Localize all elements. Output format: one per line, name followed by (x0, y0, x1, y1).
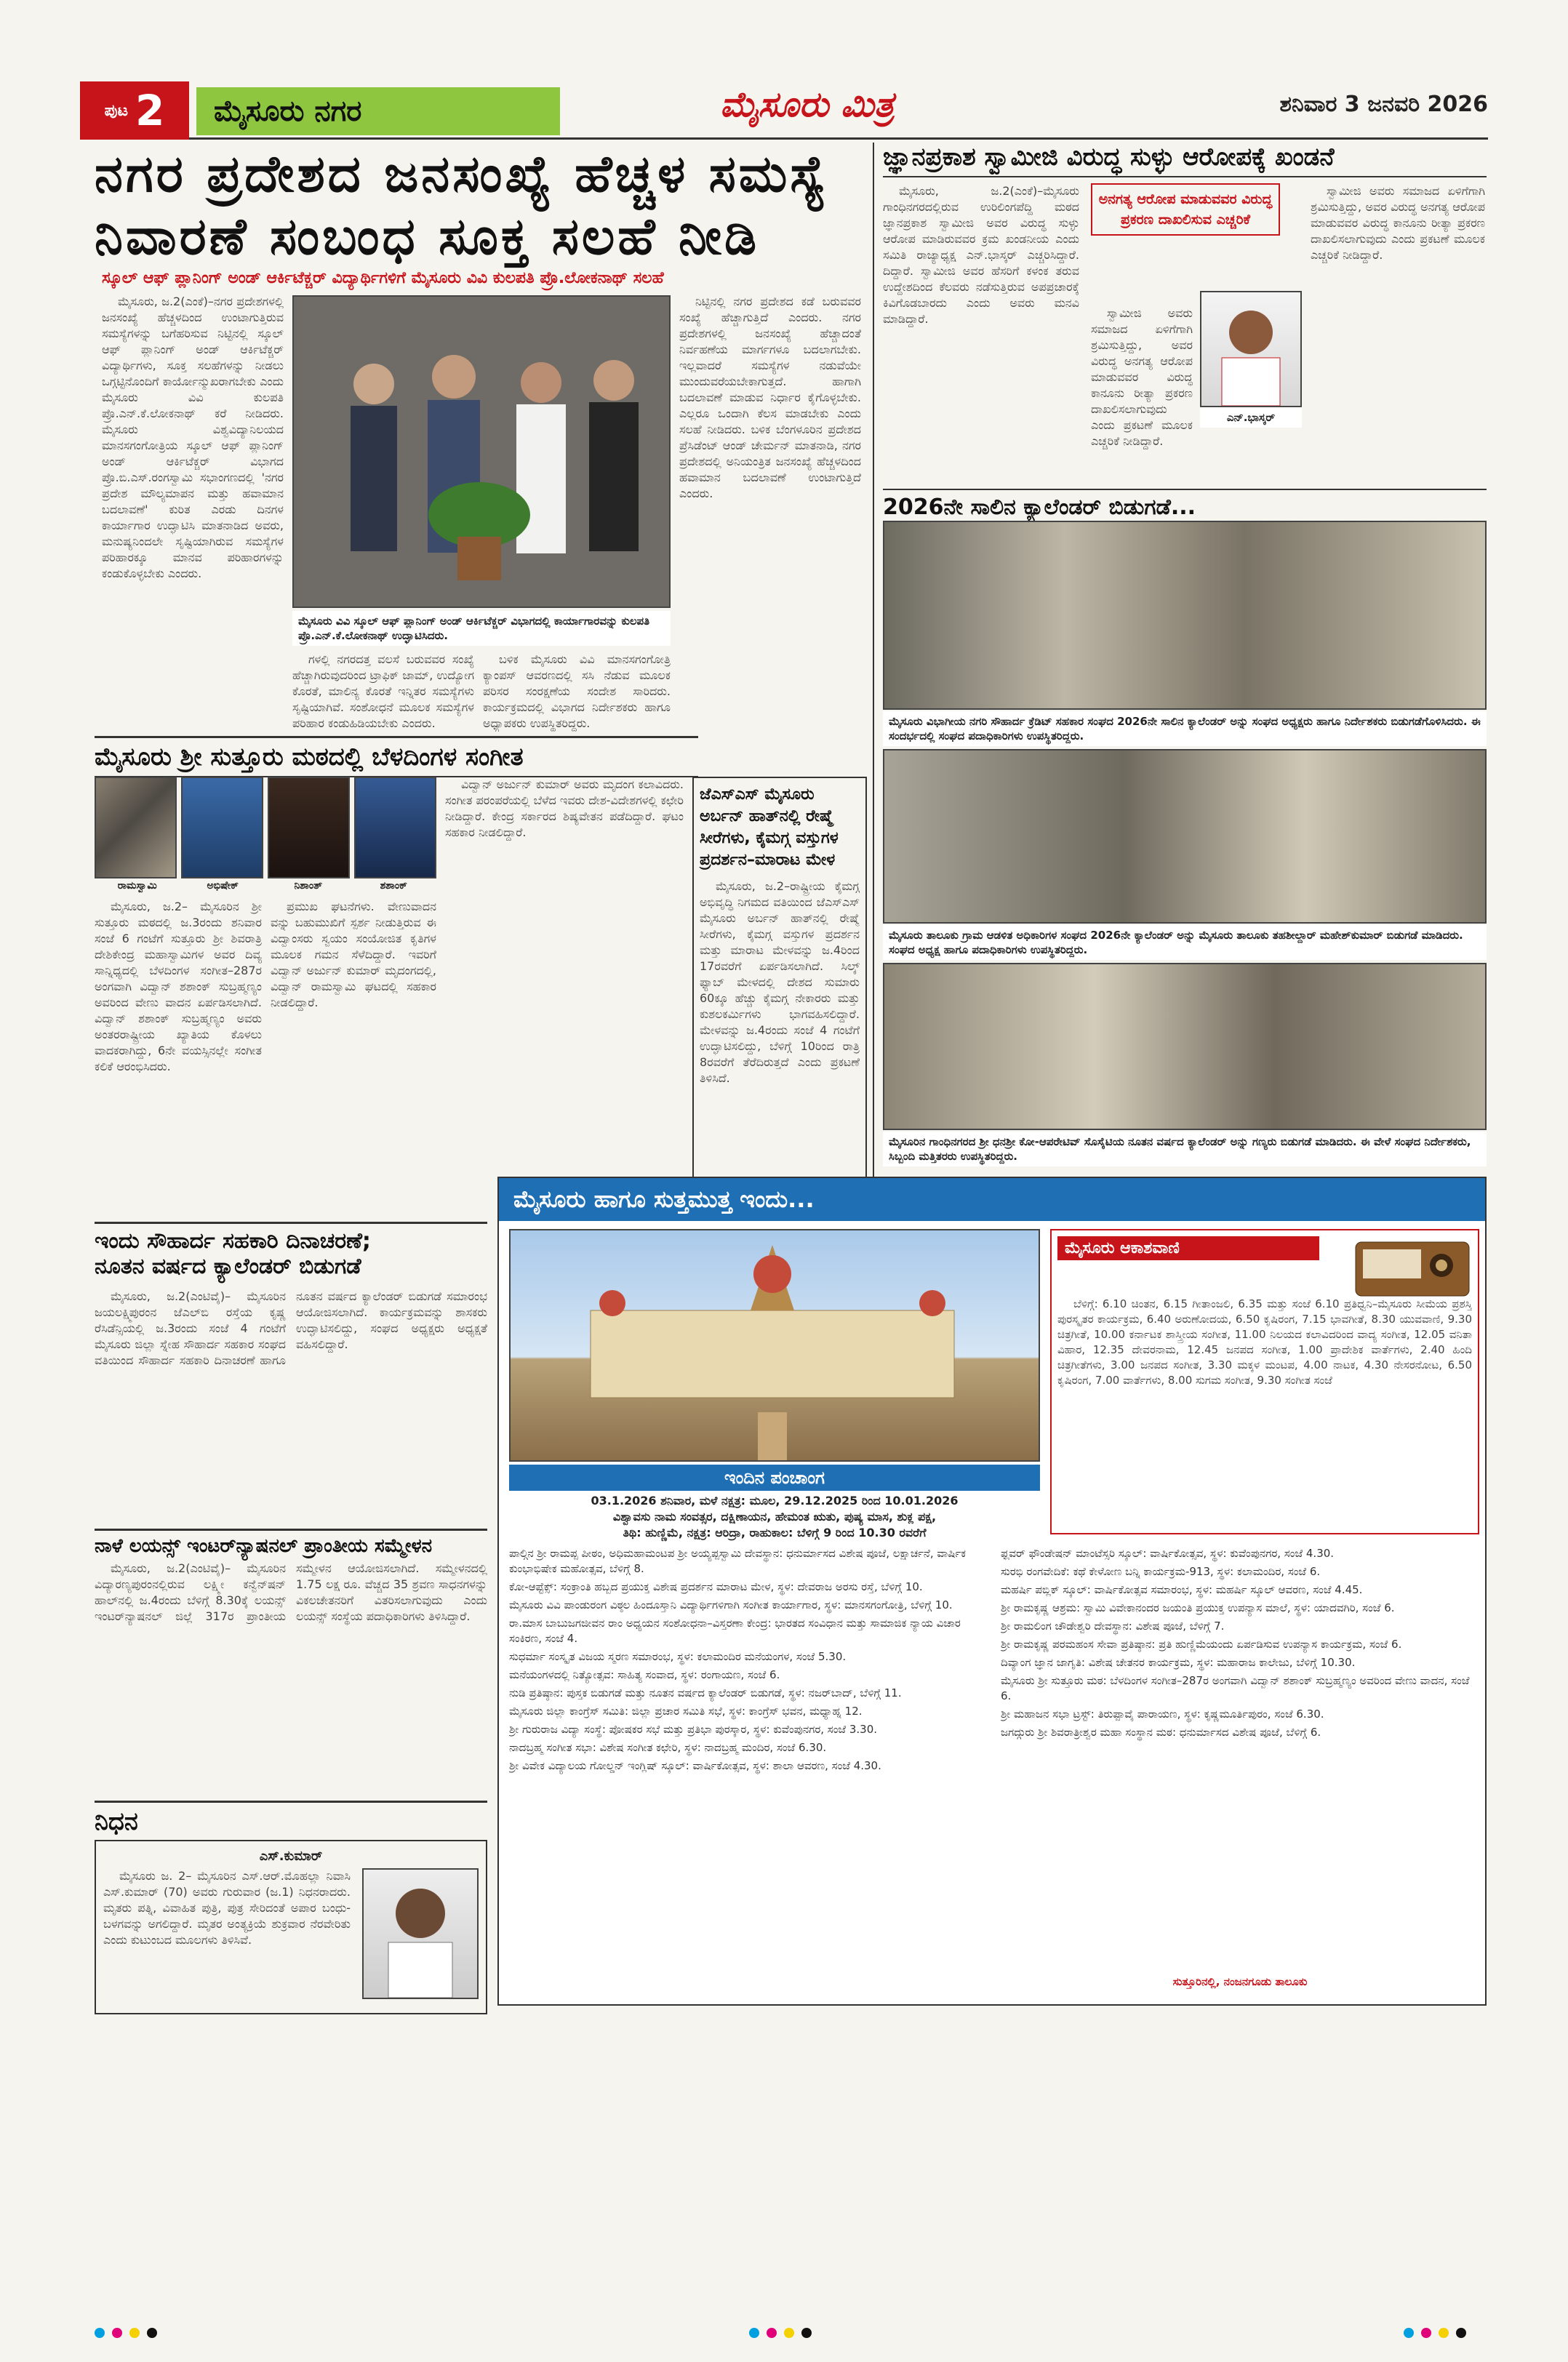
page-number-box (80, 81, 189, 140)
event-item: ಸುರಭಿ ರಂಗವೇದಿಕೆ: ಕಥೆ ಕೇಳೋಣ ಬನ್ನಿ ಕಾರ್ಯಕ್ರಮ-913, ಸ್ಥಳ: ಕಲಾಮಂದಿರ, ಸಂಜೆ 6. (1001, 1565, 1321, 1578)
event-item: ಮನೆಯಂಗಳದಲ್ಲಿ ನಿತ್ಯೋತ್ಸವ: ಸಾಹಿತ್ಯ ಸಂವಾದ, ಸ್ಥಳ: ರಂಗಾಯಣ, ಸಂಜೆ 6. (509, 1668, 780, 1681)
event-item: ಫ್ಲವರ್ ಫೌಂಡೇಷನ್ ಮಾಂಟೆಸ್ಸರಿ ಸ್ಕೂಲ್: ವಾರ್ಷಿಕೋತ್ಸವ, ಸ್ಥಳ: ಕುವೆಂಪುನಗರ, ಸಂಜೆ 4.30. (1001, 1547, 1335, 1560)
jss-paragraph: ಮೈಸೂರು, ಜ.2–ರಾಷ್ಟ್ರೀಯ ಕೈಮಗ್ಗ ಅಭಿವೃದ್ಧಿ ನಿಗಮದ ವತಿಯಿಂದ ಜೆಎಸ್‌ಎಸ್ ಮೈಸೂರು ಅರ್ಬನ್ ಹಾತ್‌ನಲ್ಲಿ ರೇಷ್ಮೆ ಸೀರೆಗಳು, ಕೈಮಗ್ಗ ವಸ್ತುಗಳ ಪ್ರದರ್ಶನ ಮತ್ತು ಮಾರಾಟ ಮೇಳವನ್ನು ಜ.4ರಿಂದ 17ರವರೆಗೆ ಏರ್ಪಡಿಸಲಾಗಿದೆ. ಸಿಲ್ಕ್ ಫ್ಯಾಬ್ ಮೇಳದಲ್ಲಿ ದೇಶದ ಸುಮಾರು 60ಕ್ಕೂ ಹೆಚ್ಚು ಕೈಮಗ್ಗ ನೇಕಾರರು ಮತ್ತು ಕುಶಲಕರ್ಮಿಗಳು ಭಾಗವಹಿಸಲಿದ್ದಾರೆ. ಮೇಳವನ್ನು ಜ.4ರಂದು ಸಂಜೆ 4 ಗಂಟೆಗೆ ಉದ್ಘಾಟಿಸಲಿದ್ದು, ಬೆಳಿಗ್ಗೆ 10ರಿಂದ ರಾತ್ರಿ 8ರವರೆಗೆ ತೆರೆದಿರುತ್ತದೆ ಎಂದು ಪ್ರಕಟಣೆ ತಿಳಿಸಿದೆ. (700, 879, 860, 1085)
event-item: ಮೈಸೂರು ವಿವಿ ಪಾಂಡುರಂಗ ವಿಠ್ಠಲ ಹಿಂದೂಸ್ತಾನಿ ವಿದ್ಯಾರ್ಥಿಗಳಿಗಾಗಿ ಸಂಗೀತ ಕಾರ್ಯಾಗಾರ, ಸ್ಥಳ: ಮಾನಸಗಂಗೋತ್ರಿ, ಬೆಳಿಗ್ಗೆ 10. (509, 1598, 953, 1612)
lead-paragraph: ಗಳಲ್ಲಿ ನಗರದತ್ತ ವಲಸೆ ಬರುವವರ ಸಂಖ್ಯೆ ಹೆಚ್ಚಾಗಿರುವುದರಿಂದ ಟ್ರಾಫಿಕ್ ಜಾಮ್, ಉದ್ಯೋಗ ಕೊರತೆ, ಮಾಲಿನ್ಯ ಕೊರತೆ ಇನ್ನಿತರ ಸಮಸ್ಯೆಗಳು ಸೃಷ್ಟಿಯಾಗಿವೆ. ಸಂಶೋಧನೆ ಮೂಲಕ ಸಮಸ್ಯೆಗಳ ಪರಿಹಾರ ಕಂಡುಹಿಡಿಯಬೇಕು ಎಂದರು. (292, 652, 474, 730)
jss-box (692, 777, 867, 1213)
obituary-box (95, 1840, 487, 2014)
calendar-caption-3: ಮೈಸೂರಿನ ಗಾಂಧಿನಗರದ ಶ್ರೀ ಧನಶ್ರೀ ಕೋ-ಆಪರೇಟಿವ್ ಸೊಸೈಟಿಯ ನೂತನ ವರ್ಷದ ಕ್ಯಾಲೆಂಡರ್ ಅನ್ನು ಗಣ್ಯರು ಬಿಡುಗಡೆ ಮಾಡಿದರು. ಈ ವೇಳೆ ಸಂಘದ ನಿರ್ದೇಶಕರು, ಸಿಬ್ಬಂದಿ ಮತ್ತಿತರರು ಉಪಸ್ಥಿತರಿದ್ದರು. (883, 1132, 1487, 1166)
lead-headline-1: ನಗರ ಪ್ರದೇಶದ ಜನಸಂಖ್ಯೆ ಹೆಚ್ಚಳ ಸಮಸ್ಯೆ (95, 144, 829, 204)
music-headline: ಮೈಸೂರು ಶ್ರೀ ಸುತ್ತೂರು ಮಠದಲ್ಲಿ ಬೆಳದಿಂಗಳ ಸಂಗೀತ (95, 736, 698, 777)
musician-name: ಅಭಿಷೇಕ್ (207, 880, 239, 892)
lead-paragraph: ಬಳಿಕ ಮೈಸೂರು ವಿವಿ ಮಾನಸಗಂಗೋತ್ರಿ ಕ್ಯಾಂಪಸ್ ಆವರಣದಲ್ಲಿ ಸಸಿ ನೆಡುವ ಮೂಲಕ ಪರಿಸರ ಸಂರಕ್ಷಣೆಯ ಸಂದೇಶ ಸಾರಿದರು. ಕಾರ್ಯಕ್ರಮದಲ್ಲಿ ವಿಭಾಗದ ನಿರ್ದೇಶಕರು ಹಾಗೂ ಅಧ್ಯಾಪಕರು ಉಪಸ್ಥಿತರಿದ್ದರು. (483, 652, 671, 730)
print-registration-dots (749, 2327, 819, 2341)
page-number: 2 (135, 86, 165, 135)
right-top-body (883, 183, 1079, 481)
panchanga-line-2: ವಿಶ್ವಾವಸು ನಾಮ ಸಂವತ್ಸರ, ದಕ್ಷಿಣಾಯನ, ಹೇಮಂತ ಋತು, ಪುಷ್ಯ ಮಾಸ, ಶುಕ್ಲ ಪಕ್ಷ, (612, 1510, 937, 1524)
lead-subhead: ಸ್ಕೂಲ್ ಆಫ್ ಪ್ಲಾನಿಂಗ್ ಅಂಡ್ ಆರ್ಕಿಟೆಕ್ಚರ್ ವಿದ್ಯಾರ್ಥಿಗಳಿಗೆ ಮೈಸೂರು ವಿವಿ ಕುಲಪತಿ ಪ್ರೊ.ಲೋಕನಾಥ್ ಸಲಹೆ (102, 269, 664, 287)
radio-text: ಬೆಳಿಗ್ಗೆ: 6.10 ಚಿಂತನ, 6.15 ಗೀತಾಂಜಲಿ, 6.35 ಮತ್ತು ಸಂಜೆ 6.10 ಪ್ರತಿಧ್ವನಿ–ಮೈಸೂರು ಸೀಮೆಯ ಪ್ರಶಸ್ತಿ ಪುರಸ್ಕೃತರ ಕಾರ್ಯಕ್ರಮ, 6.40 ಅರುಣೋದಯ, 6.50 ಕೃಷಿರಂಗ, 7.15 ಭಾವಗೀತೆ, 8.30 ಯುವವಾಣಿ, 9.30 ಚಿತ್ರಗೀತೆ, 10.00 ಕರ್ನಾಟಕ ಶಾಸ್ತ್ರೀಯ ಸಂಗೀತ, 11.00 ನಿಲಯದ ಕಲಾವಿದರಿಂದ ವಾದ್ಯ ಸಂಗೀತ, 12.05 ವನಿತಾ ವಿಹಾರ, 12.35 ದೇವರನಾಮ, 12.45 ಜನಪದ ಸಂಗೀತ, 1.00 ಪ್ರಾದೇಶಿಕ ವಾರ್ತೆಗಳು, 2.40 ಹಿಂದಿ ಚಿತ್ರಗೀತೆಗಳು, 3.00 ಜನಪದ ಸಂಗೀತ, 3.30 ಮಕ್ಕಳ ಮಂಟಪ, 4.00 ನಾಟಕ, 4.30 ನೇಸರನೋಟ, 6.50 ಕೃಷಿರಂಗ, 7.00 ವಾರ್ತೆಗಳು, 8.00 ಸುಗಮ ಸಂಗೀತ, 9.30 ಸಂಗೀತ ಸಂಜೆ (1057, 1297, 1472, 1387)
right-top-paragraph: ಮೈಸೂರು, ಜ.2(ಎಂಕೆ)–ಮೈಸೂರು ಗಾಂಧಿನಗರದಲ್ಲಿರುವ ಉರಿಲಿಂಗಪೆದ್ದಿ ಮಠದ ಜ್ಞಾನಪ್ರಕಾಶ ಸ್ವಾಮೀಜಿ ಅವರ ವಿರುದ್ಧ ಸುಳ್ಳು ಆರೋಪ ಮಾಡಿರುವವರ ಕ್ರಮ ಖಂಡನೀಯ ಎಂದು ಸಮಿತಿ ರಾಜ್ಯಾಧ್ಯಕ್ಷ ಎನ್.ಭಾಸ್ಕರ್ ಎಚ್ಚರಿಸಿದ್ದಾರೆ. ದಿದ್ದಾರೆ. ಸ್ವಾಮೀಜಿ ಅವರ ಹೆಸರಿಗೆ ಕಳಂಕ ತರುವ ಉದ್ದೇಶದಿಂದ ಕೆಲವರು ನಡೆಸುತ್ತಿರುವ ಅಪಪ್ರಚಾರಕ್ಕೆ ಕಿವಿಗೊಡಬಾರದು ಎಂದು ಅವರು ಮನವಿ ಮಾಡಿದ್ದಾರೆ. (883, 184, 1079, 326)
lions-paragraph: ಮೈಸೂರು, ಜ.2(ಎಂಟಿವೈ)– ಮೈಸೂರಿನ ವಿದ್ಯಾರಣ್ಯಪುರಂನಲ್ಲಿರುವ ಲಕ್ಷ್ಮೀ ಕನ್ವೆನ್‌ಷನ್ ಹಾಲ್‌ನಲ್ಲಿ ಜ.4ರಂದು ಬೆಳಿಗ್ಗೆ 8.30ಕ್ಕೆ ಲಯನ್ಸ್ ಇಂಟರ್‌ನ್ಯಾಷನಲ್ ಜಿಲ್ಲೆ 317ರ ಪ್ರಾಂತೀಯ ಸಮ್ಮೇಳನ ಆಯೋಜಿಸಲಾಗಿದೆ. ಸಮ್ಮೇಳನದಲ್ಲಿ 1.75 ಲಕ್ಷ ರೂ. ವೆಚ್ಚದ 35 ಶ್ರವಣ ಸಾಧನಗಳನ್ನು ವಿಕಲಚೇತನರಿಗೆ ವಿತರಿಸಲಾಗುವುದು ಎಂದು ಲಯನ್ಸ್ ಸಂಸ್ಥೆಯ ಪದಾಧಿಕಾರಿಗಳು ತಿಳಿಸಿದ್ದಾರೆ. (95, 1561, 487, 1623)
music-paragraph: ಮೈಸೂರು, ಜ.2– ಮೈಸೂರಿನ ಶ್ರೀ ಸುತ್ತೂರು ಮಠದಲ್ಲಿ ಜ.3ರಂದು ಶನಿವಾರ ಸಂಜೆ 6 ಗಂಟೆಗೆ ಸುತ್ತೂರು ಶ್ರೀ ಶಿವರಾತ್ರಿ ದೇಶಿಕೇಂದ್ರ ಮಹಾಸ್ವಾಮಿಗಳ ಅವರ ದಿವ್ಯ ಸಾನ್ನಿಧ್ಯದಲ್ಲಿ ಬೆಳದಿಂಗಳ ಸಂಗೀತ–287ರ ಅಂಗವಾಗಿ ವಿದ್ವಾನ್ ಶಶಾಂಕ್ ಸುಬ್ರಹ್ಮಣ್ಯಂ ಅವರಿಂದ ವೇಣು ವಾದನ ಏರ್ಪಡಿಸಲಾಗಿದೆ. ವಿದ್ವಾನ್ ಶಶಾಂಕ್ ಸುಬ್ರಹ್ಮಣ್ಯಂ ಅವರು ಅಂತರರಾಷ್ಟ್ರೀಯ ಖ್ಯಾತಿಯ ಕೊಳಲು ವಾದಕರಾಗಿದ್ದು, 6ನೇ ವಯಸ್ಸಿನಲ್ಲೇ ಸಂಗೀತ ಕಲಿಕೆ ಆರಂಭಿಸಿದರು. (95, 900, 262, 1073)
masthead (80, 81, 1488, 140)
panchanga-line-1: 03.1.2026 ಶನಿವಾರ, ಮಳೆ ನಕ್ಷತ್ರ: ಮೂಲ, 29.12.2025 ರಿಂದ 10.01.2026 (591, 1494, 959, 1508)
obituary-name: ಎಸ್.ಕುಮಾರ್ (259, 1849, 323, 1864)
panchanga-line-3: ತಿಥಿ: ಹುಣ್ಣಿಮೆ, ನಕ್ಷತ್ರ: ಆರಿದ್ರಾ, ರಾಹುಕಾಲ: ಬೆಳಿಗ್ಗೆ 9 ರಿಂದ 10.30 ರವರೆಗೆ (623, 1526, 927, 1540)
right-top-paragraph: ಸ್ವಾಮೀಜಿ ಅವರು ಸಮಾಜದ ಏಳಿಗೆಗಾಗಿ ಶ್ರಮಿಸುತ್ತಿದ್ದು, ಅವರ ವಿರುದ್ಧ ಅನಗತ್ಯ ಆರೋಪ ಮಾಡುವವರ ವಿರುದ್ಧ ಕಾನೂನು ರೀತ್ಯಾ ಪ್ರಕರಣ ದಾಖಲಿಸಲಾಗುವುದು ಎಂದು ಪ್ರಕಟಣೆ ಮೂಲಕ ಎಚ್ಚರಿಕೆ ನೀಡಿದ್ದಾರೆ. (1091, 306, 1193, 448)
palace-photo (509, 1229, 1040, 1462)
panchanga-title: ಇಂದಿನ ಪಂಚಾಂಗ (509, 1465, 1040, 1491)
right-top-headline: ಜ್ಞಾನಪ್ರಕಾಶ ಸ್ವಾಮೀಜಿ ವಿರುದ್ಧ ಸುಳ್ಳು ಆರೋಪಕ್ಕೆ ಖಂಡನೆ (883, 143, 1487, 177)
right-top-body-3 (1311, 183, 1485, 481)
music-body-3 (445, 777, 684, 1212)
cooperative-headline-2: ನೂತನ ವರ್ಷದ ಕ್ಯಾಲೆಂಡರ್ ಬಿಡುಗಡೆ (95, 1254, 361, 1279)
print-registration-dots (1404, 2327, 1473, 2341)
print-registration-dots (95, 2327, 164, 2341)
palace-icon (511, 1230, 1039, 1460)
obituary-body (103, 1868, 351, 1999)
obituary-portrait (362, 1868, 479, 1999)
calendar-photo-2 (883, 749, 1487, 924)
lead-body-4 (483, 652, 671, 732)
event-item: ದಿವ್ಯಾಂಗ ಜ್ಞಾನ ಜಾಗೃತಿ: ವಿಶೇಷ ಚೇತನರ ಕಾರ್ಯಕ್ರಮ, ಸ್ಥಳ: ಮಹಾರಾಜ ಕಾಲೇಜು, ಬೆಳಿಗ್ಗೆ 10.30. (1001, 1656, 1356, 1669)
musician-name: ರಾಮಸ್ವಾಮಿ (117, 880, 157, 892)
event-item: ಶ್ರೀ ವಿವೇಕ ವಿದ್ಯಾಲಯ ಗೋಲ್ಡನ್ ಇಂಗ್ಲಿಷ್ ಸ್ಕೂಲ್: ವಾರ್ಷಿಕೋತ್ಸವ, ಸ್ಥಳ: ಶಾಲಾ ಆವರಣ, ಸಂಜೆ 4.30. (509, 1759, 881, 1772)
event-item: ರಾ.ಮಾಸ ಬಾಬುಜಗಜೀವನ ರಾಂ ಅಧ್ಯಯನ ಸಂಶೋಧನಾ–ವಿಸ್ತರಣಾ ಕೇಂದ್ರ: ಭಾರತದ ಸಂವಿಧಾನ ಮತ್ತು ಸಾಮಾಜಿಕ ನ್ಯಾಯ ವಿಚಾರ ಸಂಕಿರಣ, ಸಂಜೆ 4. (509, 1617, 961, 1645)
lions-body (95, 1561, 487, 1793)
music-photos (95, 777, 436, 878)
right-top-kicker: ಅನಗತ್ಯ ಆರೋಪ ಮಾಡುವವರ ವಿರುದ್ಧ ಪ್ರಕರಣ ದಾಖಲಿಸುವ ಎಚ್ಚರಿಕೆ (1091, 183, 1280, 236)
musician-photo (95, 777, 177, 878)
person-portrait-icon (1201, 292, 1300, 406)
events-heading: ಸುತ್ತೂರಿನಲ್ಲಿ, ನಂಜನಗೂಡು ತಾಲೂಕು (1172, 1975, 1308, 1988)
event-item: ಶ್ರೀ ಗುರುರಾಜ ವಿದ್ಯಾ ಸಂಸ್ಥೆ: ಪೋಷಕರ ಸಭೆ ಮತ್ತು ಪ್ರತಿಭಾ ಪುರಸ್ಕಾರ, ಸ್ಥಳ: ಕುವೆಂಪುನಗರ, ಸಂಜೆ 3.30. (509, 1723, 878, 1736)
lead-photo-caption: ಮೈಸೂರು ವಿವಿ ಸ್ಕೂಲ್ ಆಫ್ ಪ್ಲಾನಿಂಗ್ ಅಂಡ್ ಆರ್ಕಿಟೆಕ್ಚರ್ ವಿಭಾಗದಲ್ಲಿ ಕಾರ್ಯಾಗಾರವನ್ನು ಕುಲಪತಿ ಪ್ರೊ.ಎನ್.ಕೆ.ಲೋಕನಾಥ್ ಉದ್ಘಾಟಿಸಿದರು. (292, 611, 671, 646)
portrait-caption: ಎನ್.ಭಾಸ್ಕರ್ (1200, 407, 1302, 428)
event-item: ಪಾಲ್ಗಿನ ಶ್ರೀ ರಾಮಪ್ಪ ಪೀಠಂ, ಅಧಿಮಹಾಮಂಟಪ ಶ್ರೀ ಅಯ್ಯಪ್ಪಸ್ವಾಮಿ ದೇವಸ್ಥಾನ: ಧನುರ್ಮಾಸದ ವಿಶೇಷ ಪೂಜೆ, ಲಕ್ಷಾರ್ಚನೆ, ವಾರ್ಷಿಕ ಕುಂಭಾಭಿಷೇಕ ಮಹೋತ್ಸವ, ಬೆಳಿಗ್ಗೆ 8. (509, 1547, 967, 1575)
lions-headline: ನಾಳೆ ಲಯನ್ಸ್ ಇಂಟರ್‌ನ್ಯಾಷನಲ್ ಪ್ರಾಂತೀಯ ಸಮ್ಮೇಳನ (95, 1529, 487, 1558)
radio-icon (1354, 1236, 1471, 1297)
lead-photo (292, 295, 671, 608)
calendar-headline: 2026ನೇ ಸಾಲಿನ ಕ್ಯಾಲೆಂಡರ್ ಬಿಡುಗಡೆ... (883, 489, 1487, 520)
issue-date: ಶನಿವಾರ 3 ಜನವರಿ 2026 (1279, 92, 1488, 117)
cooperative-body (95, 1289, 487, 1521)
calendar-photo-1 (883, 521, 1487, 710)
page-label: ಪುಟ (104, 101, 128, 120)
event-item: ಸುಧರ್ಮಾ ಸಂಸ್ಕೃತ ವಿಜಯ ಸ್ಮರಣ ಸಮಾರಂಭ, ಸ್ಥಳ: ಕಲಾಮಂದಿರ ಮನೆಯಂಗಳ, ಸಂಜೆ 5.30. (509, 1650, 847, 1663)
portrait-photo (1200, 291, 1302, 407)
event-item: ಜಗದ್ಗುರು ಶ್ರೀ ಶಿವರಾತ್ರೀಶ್ವರ ಮಹಾ ಸಂಸ್ಥಾನ ಮಠ: ಧನುರ್ಮಾಸದ ವಿಶೇಷ ಪೂಜೆ, ಬೆಳಿಗ್ಗೆ 6. (1001, 1726, 1321, 1739)
music-body-2 (271, 899, 436, 1212)
cooperative-headline-1: ಇಂದು ಸೌಹಾರ್ದ ಸಹಕಾರಿ ದಿನಾಚರಣೆ; (95, 1222, 487, 1254)
jss-body (700, 878, 860, 1162)
today-title: ಮೈಸೂರು ಹಾಗೂ ಸುತ್ತಮುತ್ತ ಇಂದು... (499, 1178, 1485, 1221)
event-item: ಶ್ರೀ ಮಹಾಜನ ಸಭಾ ಟ್ರಸ್ಟ್: ತಿರುಪ್ಪಾವೈ ಪಾರಾಯಣ, ಸ್ಥಳ: ಕೃಷ್ಣಮೂರ್ತಿಪುರಂ, ಸಂಜೆ 6.30. (1001, 1708, 1324, 1721)
lead-paragraph: ನಿಟ್ಟಿನಲ್ಲಿ ನಗರ ಪ್ರದೇಶದ ಕಡೆ ಬರುವವರ ಸಂಖ್ಯೆ ಹೆಚ್ಚಾಗುತ್ತಿದೆ ಎಂದರು. ನಗರ ಪ್ರದೇಶಗಳಲ್ಲಿ ಜನಸಂಖ್ಯೆ ಹೆಚ್ಚಾದಂತೆ ನಿರ್ವಹಣೆಯ ಮಾರ್ಗಗಳೂ ಬದಲಾಗಬೇಕು. ಇಲ್ಲವಾದರೆ ಸಮಸ್ಯೆಗಳ ನಡುವೆಯೇ ಮುಂದುವರೆಯಬೇಕಾಗುತ್ತದೆ. ಹಾಗಾಗಿ ಬದಲಾವಣೆ ಮಾಡುವ ನಿರ್ಧಾರ ಕೈಗೊಳ್ಳಬೇಕು. ಎಲ್ಲರೂ ಒಂದಾಗಿ ಕೆಲಸ ಮಾಡಬೇಕು ಎಂದು ಸಲಹೆ ನೀಡಿದರು. ಬಳಿಕ ಬೆಂಗಳೂರಿನ ಪ್ರದೇಶದ ಪ್ರೆಸಿಡೆಂಟ್ ಆಂಡ್ ಚೇರ್ಮನ್ ಮಾತನಾಡಿ, ನಗರ ಪ್ರದೇಶದಲ್ಲಿ ಅನಿಯಂತ್ರಿತ ಜನಸಂಖ್ಯೆ ಹೆಚ್ಚಳದಿಂದ ಹವಾಮಾನ ಬದಲಾವಣೆ ಉಂಟಾಗುತ್ತಿದೆ ಎಂದರು. (679, 295, 861, 500)
right-top-paragraph: ಸ್ವಾಮೀಜಿ ಅವರು ಸಮಾಜದ ಏಳಿಗೆಗಾಗಿ ಶ್ರಮಿಸುತ್ತಿದ್ದು, ಅವರ ವಿರುದ್ಧ ಅನಗತ್ಯ ಆರೋಪ ಮಾಡುವವರ ವಿರುದ್ಧ ಕಾನೂನು ರೀತ್ಯಾ ಪ್ರಕರಣ ದಾಖಲಿಸಲಾಗುವುದು ಎಂದು ಪ್ರಕಟಣೆ ಮೂಲಕ ಎಚ್ಚರಿಕೆ ನೀಡಿದ್ದಾರೆ. (1311, 184, 1485, 262)
calendar-photo-3 (883, 963, 1487, 1130)
calendar-caption-2: ಮೈಸೂರು ತಾಲೂಕು ಗ್ರಾಮ ಆಡಳಿತ ಅಧಿಕಾರಿಗಳ ಸಂಘದ 2026ನೇ ಕ್ಯಾಲೆಂಡರ್ ಅನ್ನು ಮೈಸೂರು ತಾಲೂಕು ತಹಶೀಲ್ದಾರ್ ಮಹೇಶ್‌ಕುಮಾರ್ ಬಿಡುಗಡೆ ಮಾಡಿದರು. ಸಂಘದ ಅಧ್ಯಕ್ಷ ಹಾಗೂ ಪದಾಧಿಕಾರಿಗಳು ಉಪಸ್ಥಿತರಿದ್ದರು. (883, 925, 1487, 960)
event-item: ಮೈಸೂರು ಜಿಲ್ಲಾ ಕಾಂಗ್ರೆಸ್ ಸಮಿತಿ: ಜಿಲ್ಲಾ ಪ್ರಚಾರ ಸಮಿತಿ ಸಭೆ, ಸ್ಥಳ: ಕಾಂಗ್ರೆಸ್ ಭವನ, ಮಧ್ಯಾಹ್ನ 12. (509, 1705, 863, 1718)
music-paragraph: ಪ್ರಮುಖ ಘಟನೆಗಳು. ವೇಣುವಾದನ ವನ್ನು ಬಹುಮುಖಿಗೆ ಸ್ಪರ್ಶ ನೀಡುತ್ತಿರುವ ಈ ವಿದ್ವಾಂಸರು ಸ್ವಯಂ ಸಂಯೋಜಿತ ಕೃತಿಗಳ ಮೂಲಕ ಗಮನ ಸೆಳೆದಿದ್ದಾರೆ. ಇವರಿಗೆ ವಿದ್ವಾನ್ ಅರ್ಜುನ್ ಕುಮಾರ್ ಮೃದಂಗದಲ್ಲಿ, ವಿದ್ವಾನ್ ರಾಮಸ್ವಾಮಿ ಘಟದಲ್ಲಿ ಸಹಕಾರ ನೀಡಲಿದ್ದಾರೆ. (271, 900, 436, 1009)
music-paragraph: ವಿದ್ವಾನ್ ಅರ್ಜುನ್ ಕುಮಾರ್ ಅವರು ಮೃದಂಗ ಕಲಾವಿದರು. ಸಂಗೀತ ಪರಂಪರೆಯಲ್ಲಿ ಬೆಳೆದ ಇವರು ದೇಶ-ವಿದೇಶಗಳಲ್ಲಿ ಕಛೇರಿ ನೀಡಿದ್ದಾರೆ. ಕೇಂದ್ರ ಸರ್ಕಾರದ ಶಿಷ್ಯವೇತನ ಪಡೆದಿದ್ದಾರೆ. ಘಟಂ ಸಹಕಾರ ನೀಡಲಿದ್ದಾರೆ. (445, 777, 684, 839)
lead-body-2 (679, 294, 861, 730)
newspaper-brand: ಮೈಸೂರು ಮಿತ್ರ (720, 84, 895, 125)
event-item: ಶ್ರೀ ರಾಮಲಿಂಗ ಚೌಡೇಶ್ವರಿ ದೇವಸ್ಥಾನ: ವಿಶೇಷ ಪೂಜೆ, ಬೆಳಿಗ್ಗೆ 7. (1001, 1620, 1225, 1633)
musician-name: ನಿಶಾಂತ್ (294, 880, 323, 892)
radio-box (1050, 1229, 1479, 1534)
person-portrait-icon (364, 1870, 477, 1998)
obituary-paragraph: ಮೈಸೂರು ಜ. 2– ಮೈಸೂರಿನ ಎಸ್.ಆರ್.ಮೊಹಲ್ಲಾ ನಿವಾಸಿ ಎಸ್.ಕುಮಾರ್ (70) ಅವರು ಗುರುವಾರ (ಜ.1) ನಿಧನರಾದರು. ಮೃತರು ಪತ್ನಿ, ವಿವಾಹಿತ ಪುತ್ರಿ, ಪುತ್ರ ಸೇರಿದಂತೆ ಅಪಾರ ಬಂಧು-ಬಳಗವನ್ನು ಅಗಲಿದ್ದಾರೆ. ಮೃತರ ಅಂತ್ಯಕ್ರಿಯೆ ಶುಕ್ರವಾರ ನೆರವೇರಿತು ಎಂದು ಕುಟುಂಬದ ಮೂಲಗಳು ತಿಳಿಸಿವೆ. (103, 1869, 351, 1947)
calendar-caption-1: ಮೈಸೂರು ವಿಭಾಗೀಯ ನಗರಿ ಸೌಹಾರ್ದ ಕ್ರೆಡಿಟ್ ಸಹಕಾರ ಸಂಘದ 2026ನೇ ಸಾಲಿನ ಕ್ಯಾಲೆಂಡರ್ ಅನ್ನು ಸಂಘದ ಅಧ್ಯಕ್ಷರು ಹಾಗೂ ನಿರ್ದೇಶಕರು ಬಿಡುಗಡೆಗೊಳಿಸಿದರು. ಈ ಸಂದರ್ಭದಲ್ಲಿ ಸಂಘದ ಪದಾಧಿಕಾರಿಗಳು ಉಪಸ್ಥಿತರಿದ್ದರು. (883, 711, 1487, 746)
musician-photo (268, 777, 350, 878)
musician-names (95, 880, 436, 892)
right-top-body-2 (1091, 305, 1193, 480)
lead-paragraph: ಮೈಸೂರು, ಜ.2(ಎಂಕೆ)–ನಗರ ಪ್ರದೇಶಗಳಲ್ಲಿ ಜನಸಂಖ್ಯೆ ಹೆಚ್ಚಳದಿಂದ ಉಂಟಾಗುತ್ತಿರುವ ಸಮಸ್ಯೆಗಳನ್ನು ಬಗೆಹರಿಸುವ ನಿಟ್ಟಿನಲ್ಲಿ ಸ್ಕೂಲ್ ಆಫ್ ಪ್ಲಾನಿಂಗ್ ಅಂಡ್ ಆರ್ಕಿಟೆಕ್ಚರ್ ವಿದ್ಯಾರ್ಥಿಗಳು, ಸೂಕ್ತ ಸಲಹೆಗಳನ್ನು ನೀಡಲು ಒಗ್ಗಟ್ಟಿನೊಂದಿಗೆ ಕಾರ್ಯೋನ್ಮುಖರಾಗಬೇಕು ಎಂದು ಮೈಸೂರು ವಿವಿ ಕುಲಪತಿ ಪ್ರೊ.ಎನ್.ಕೆ.ಲೋಕನಾಥ್ ಕರೆ ನೀಡಿದರು. ಮೈಸೂರು ವಿಶ್ವವಿದ್ಯಾನಿಲಯದ ಮಾನಸಗಂಗೋತ್ರಿಯ ಸ್ಕೂಲ್ ಆಫ್ ಪ್ಲಾನಿಂಗ್ ಅಂಡ್ ಆರ್ಕಿಟೆಕ್ಚರ್ ವಿಭಾಗದ ಪ್ರೊ.ಬಿ.ಎಸ್.ರಂಗಸ್ವಾಮಿ ಸಭಾಂಗಣದಲ್ಲಿ 'ನಗರ ಪ್ರದೇಶ ಮೌಲ್ಯಮಾಪನ ಮತ್ತು ಹವಾಮಾನ ಬದಲಾವಣೆ' ಕುರಿತ ಎರಡು ದಿನಗಳ ಕಾರ್ಯಾಗಾರ ಉದ್ಘಾಟಿಸಿ ಮಾತನಾಡಿದ ಅವರು, ಮನುಷ್ಯನಿಂದಲೇ ಸೃಷ್ಟಿಯಾಗಿರುವ ಸಮಸ್ಯೆಗಳ ಪರಿಹಾರಕ್ಕೂ ಮಾನವ ಪರಿಹಾರಗಳನ್ನು ಕಂಡುಕೊಳ್ಳಬೇಕು ಎಂದರು. (102, 295, 284, 580)
obituary-headline: ನಿಧನ (95, 1801, 487, 1836)
cooperative-paragraph: ಮೈಸೂರು, ಜ.2(ಎಂಟಿವೈ)– ಮೈಸೂರಿನ ಜಯಲಕ್ಷ್ಮಿಪುರಂನ ಜೆಎಲ್‌ಬಿ ರಸ್ತೆಯ ಕೃಷ್ಣ ರೆಸಿಡೆನ್ಸಿಯಲ್ಲಿ ಜ.3ರಂದು ಸಂಜೆ 4 ಗಂಟೆಗೆ ಮೈಸೂರು ಜಿಲ್ಲಾ ಸ್ನೇಹ ಸೌಹಾರ್ದ ಸಹಕಾರ ಸಂಘದ ವತಿಯಿಂದ ಸೌಹಾರ್ದ ಸಹಕಾರಿ ದಿನಾಚರಣೆ ಹಾಗೂ ನೂತನ ವರ್ಷದ ಕ್ಯಾಲೆಂಡರ್ ಬಿಡುಗಡೆ ಸಮಾರಂಭ ಆಯೋಜಿಸಲಾಗಿದೆ. ಕಾರ್ಯಕ್ರಮವನ್ನು ಶಾಸಕರು ಉದ್ಘಾಟಿಸಲಿದ್ದು, ಸಂಘದ ಅಧ್ಯಕ್ಷರು ಅಧ್ಯಕ್ಷತೆ ವಹಿಸಲಿದ್ದಾರೆ. (95, 1289, 487, 1367)
event-item: ನುಡಿ ಪ್ರತಿಷ್ಠಾನ: ಪುಸ್ತಕ ಬಿಡುಗಡೆ ಮತ್ತು ನೂತನ ವರ್ಷದ ಕ್ಯಾಲೆಂಡರ್ ಬಿಡುಗಡೆ, ಸ್ಥಳ: ನಜರ್‌ಬಾದ್, ಬೆಳಿಗ್ಗೆ 11. (509, 1686, 902, 1700)
musician-photo (181, 777, 263, 878)
event-item: ಕೋ-ಆಪ್ಟೆಕ್ಸ್: ಸಂಕ್ರಾಂತಿ ಹಬ್ಬದ ಪ್ರಯುಕ್ತ ವಿಶೇಷ ಪ್ರದರ್ಶನ ಮಾರಾಟ ಮೇಳ, ಸ್ಥಳ: ದೇವರಾಜ ಅರಸು ರಸ್ತೆ, ಬೆಳಿಗ್ಗೆ 10. (509, 1580, 923, 1593)
people-photo-icon (294, 297, 669, 606)
event-item: ಮಹರ್ಷಿ ಪಬ್ಲಿಕ್ ಸ್ಕೂಲ್: ವಾರ್ಷಿಕೋತ್ಸವ ಸಮಾರಂಭ, ಸ್ಥಳ: ಮಹರ್ಷಿ ಸ್ಕೂಲ್ ಆವರಣ, ಸಂಜೆ 4.45. (1001, 1583, 1363, 1596)
events-left-list (509, 1546, 989, 1997)
events-right-list (1001, 1546, 1479, 1997)
event-item: ಮೈಸೂರು ಶ್ರೀ ಸುತ್ತೂರು ಮಠ: ಬೆಳದಿಂಗಳ ಸಂಗೀತ–287ರ ಅಂಗವಾಗಿ ವಿದ್ವಾನ್ ಶಶಾಂಕ್ ಸುಬ್ರಹ್ಮಣ್ಯಂ ಅವರಿಂದ ವೇಣು ವಾದನ, ಸಂಜೆ 6. (1001, 1674, 1470, 1702)
jss-headline: ಜೆಎಸ್‌ಎಸ್ ಮೈಸೂರು ಅರ್ಬನ್ ಹಾತ್‌ನಲ್ಲಿ ರೇಷ್ಮೆ ಸೀರೆಗಳು, ಕೈಮಗ್ಗ ವಸ್ತುಗಳ ಪ್ರದರ್ಶನ–ಮಾರಾಟ ಮೇಳ (700, 785, 839, 869)
section-title: ಮೈಸೂರು ನಗರ (196, 87, 560, 135)
lead-body-3 (292, 652, 474, 732)
musician-photo (354, 777, 436, 878)
musician-name: ಶಶಾಂಕ್ (380, 880, 407, 892)
lead-headline-2: ನಿವಾರಣೆ ಸಂಬಂಧ ಸೂಕ್ತ ಸಲಹೆ ನೀಡಿ (95, 207, 760, 266)
radio-title: ಮೈಸೂರು ಆಕಾಶವಾಣಿ (1057, 1236, 1319, 1260)
event-item: ಶ್ರೀ ರಾಮಕೃಷ್ಣ ಆಶ್ರಮ: ಸ್ವಾಮಿ ವಿವೇಕಾನಂದರ ಜಯಂತಿ ಪ್ರಯುಕ್ತ ಉಪನ್ಯಾಸ ಮಾಲೆ, ಸ್ಥಳ: ಯಾದವಗಿರಿ, ಸಂಜೆ 6. (1001, 1601, 1395, 1614)
radio-schedule (1057, 1297, 1472, 1529)
event-item: ಶ್ರೀ ರಾಮಕೃಷ್ಣ ಪರಮಹಂಸ ಸೇವಾ ಪ್ರತಿಷ್ಠಾನ: ಪ್ರತಿ ಹುಣ್ಣಿಮೆಯಂದು ಏರ್ಪಡಿಸುವ ಉಪನ್ಯಾಸ ಕಾರ್ಯಕ್ರಮ, ಸಂಜೆ 6. (1001, 1638, 1402, 1651)
lead-body (102, 294, 284, 730)
event-item: ನಾದಬ್ರಹ್ಮ ಸಂಗೀತ ಸಭಾ: ವಿಶೇಷ ಸಂಗೀತ ಕಛೇರಿ, ಸ್ಥಳ: ನಾದಬ್ರಹ್ಮ ಮಂದಿರ, ಸಂಜೆ 6.30. (509, 1741, 827, 1754)
music-body (95, 899, 262, 1212)
